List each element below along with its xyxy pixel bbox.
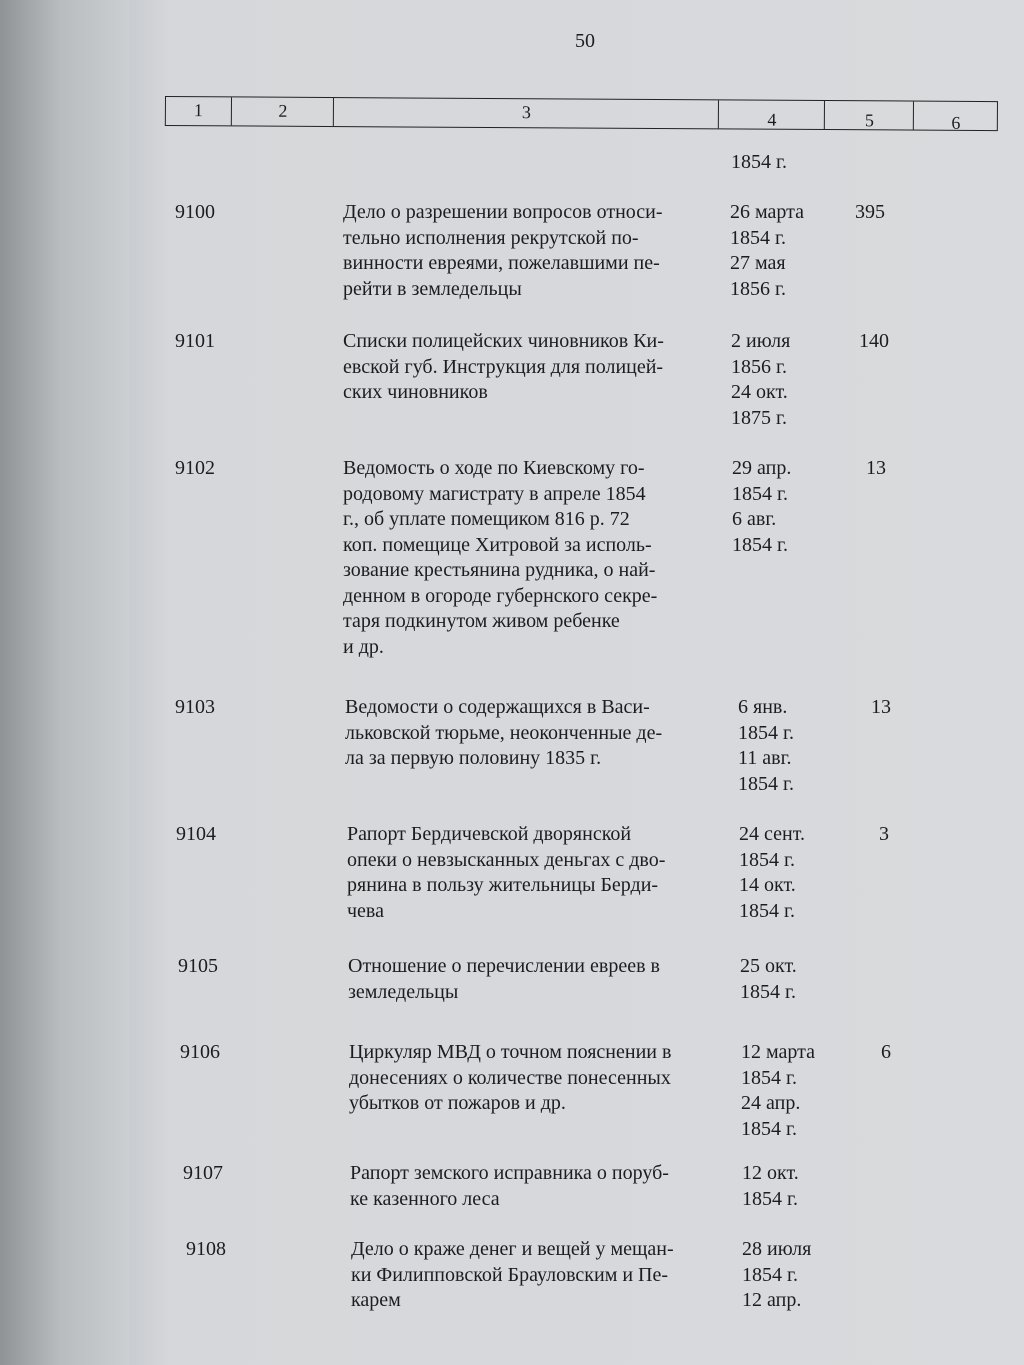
date-line: 24 окт. [731,381,788,403]
description-line: Рапорт Бердичевской дворянской [347,823,632,845]
sheet-count: 140 [859,330,889,352]
record-dates [731,329,831,431]
description-line: карем [351,1289,401,1311]
description-line: ла за первую половину 1835 г. [345,747,602,769]
description-line: опеки о невзысканных деньгах с дво- [347,848,666,871]
date-line: 28 июля [742,1238,812,1260]
description-line: льковской тюрьме, неоконченные де- [345,721,663,744]
description-line: родовому магистрату в апреле 1854 [343,482,646,505]
description-line: Ведомость о ходе по Киевскому го- [343,457,645,479]
date-line: 1856 г. [731,355,787,378]
description-line: рейти в земледельцы [343,277,522,300]
description-line: ке казенного леса [350,1187,500,1210]
record-description [343,200,723,302]
record-description [343,329,723,406]
page-number: 50 [575,30,595,52]
column-header-6: 6 [913,102,998,131]
date-line: 2 июля [731,330,791,352]
description-line: и др. [343,635,384,658]
record-description [347,822,727,924]
description-line: Дело о разрешении вопросов относи- [343,201,663,223]
date-line: 12 марта [741,1041,815,1063]
date-line: 12 окт. [742,1162,799,1184]
date-line: 14 окт. [739,874,796,896]
description-line: Циркуляр МВД о точном пояснении в [349,1041,672,1063]
record-number: 9103 [175,696,215,718]
record-dates [742,1161,842,1212]
description-line: коп. помещице Хитровой за исполь- [343,533,652,556]
description-line: земледельцы [348,980,459,1003]
record-description [345,695,725,772]
description-line: Ведомости о содержащихся в Васи- [345,696,650,718]
description-line: денном в огороде губернского секре- [343,584,658,607]
date-line: 1854 г. [742,1263,798,1286]
date-line: 1854 г. [738,721,794,744]
date-line: 6 янв. [738,696,788,718]
record-description [351,1237,731,1314]
description-line: евской губ. Инструкция для полицей- [343,355,664,378]
date-line: 1875 г. [731,406,787,429]
record-number: 9100 [175,201,215,223]
record-dates [730,200,830,302]
description-line: Списки полицейских чиновников Ки- [343,330,664,352]
record-dates [738,695,838,797]
record-number: 9107 [183,1162,223,1184]
description-line: г., об уплате помещиком 816 р. 72 [343,508,630,530]
record-number: 9108 [186,1238,226,1260]
description-line: ки Филипповской Брауловским и Пе- [351,1263,669,1286]
record-dates [739,822,839,924]
record-number: 9101 [175,330,215,352]
record-number: 9105 [178,955,218,977]
description-line: таря подкинутом живом ребенке [343,610,620,632]
record-dates [732,456,832,558]
record-dates [741,1040,841,1142]
date-line: 24 апр. [741,1092,801,1114]
record-description [350,1161,730,1212]
record-description [349,1040,729,1117]
sheet-count: 13 [866,457,886,479]
date-line: 1854 г. [732,533,788,556]
description-line: чева [347,899,384,922]
sheet-count: 3 [879,823,889,845]
date-line: 1854 г. [732,482,788,505]
record-dates [740,954,840,1005]
column-header-2: 2 [231,97,334,126]
record-number: 9104 [176,823,216,845]
description-line: убытков от пожаров и др. [349,1092,566,1114]
date-line: 1854 г. [730,226,786,249]
date-line: 27 мая [730,252,786,274]
record-number: 9102 [175,457,215,479]
date-line: 1856 г. [730,277,786,300]
date-line: 1854 г. [738,772,794,795]
date-line: 29 апр. [732,457,792,479]
sheet-count: 13 [871,696,891,718]
date-line: 1854 г. [739,899,795,922]
record-number: 9106 [180,1041,220,1063]
date-line: 1854 г. [740,980,796,1003]
date-line: 26 марта [730,201,804,223]
column-header-5: 5 [824,101,914,130]
sheet-count: 395 [855,201,885,223]
column-header-3: 3 [333,98,719,128]
date-line: 25 окт. [740,955,797,977]
description-line: винности евреями, пожелавшими пе- [343,252,660,274]
description-line: ских чиновников [343,381,488,403]
description-line: зование крестьянина рудника, о най- [343,559,656,581]
column-header-1: 1 [193,100,203,121]
column-header-4: 4 [718,100,825,129]
column-header-table [165,96,998,131]
date-line: 11 авг. [738,747,792,769]
sheet-count: 6 [881,1041,891,1063]
date-line: 1854 г. [741,1066,797,1089]
date-line: 6 авг. [732,508,777,530]
description-line: тельно исполнения рекрутской по- [343,226,639,249]
date-line: 1854 г. [742,1187,798,1210]
record-dates [742,1237,842,1314]
date-line: 1854 г. [739,848,795,871]
description-line: донесениях о количестве понесенных [349,1066,671,1089]
record-description [343,456,723,660]
date-line: 12 апр. [742,1289,802,1311]
date-line: 24 сент. [739,823,805,845]
description-line: Дело о краже денег и вещей у мещан- [351,1238,674,1260]
record-description [348,954,728,1005]
description-line: рянина в пользу жительницы Берди- [347,874,659,896]
description-line: Рапорт земского исправника о поруб- [350,1162,669,1184]
date-line: 1854 г. [741,1117,797,1140]
description-line: Отношение о перечислении евреев в [348,955,660,977]
